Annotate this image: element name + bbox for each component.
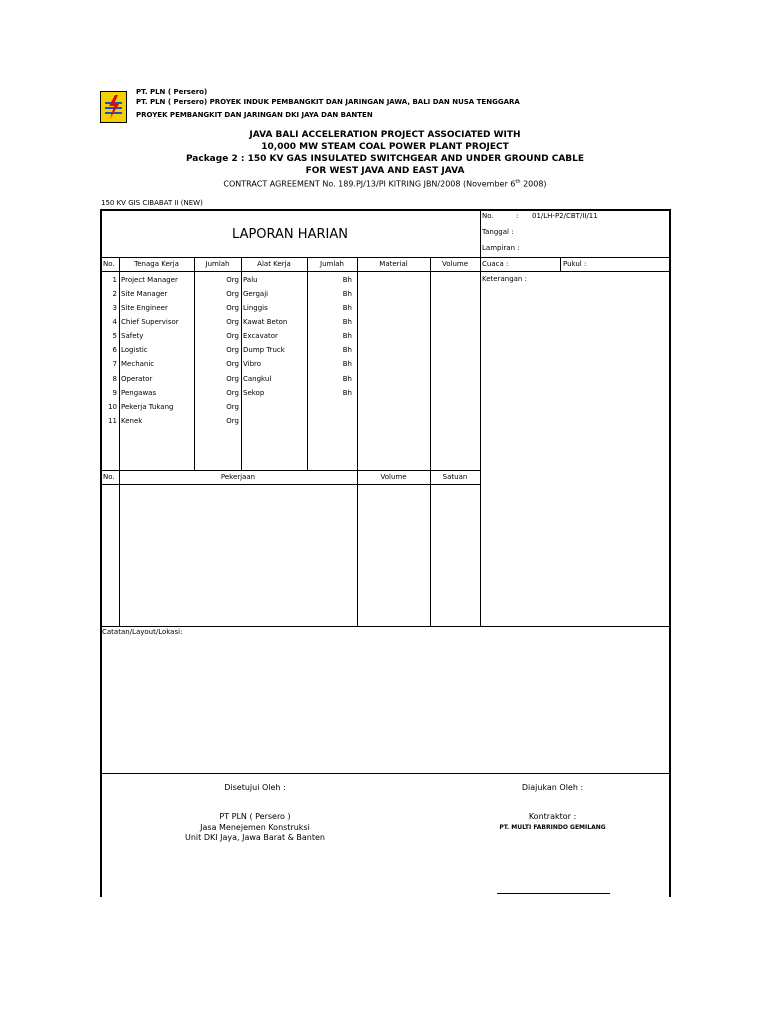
- t1-header-alat: Alat Kerja: [257, 260, 291, 268]
- letterhead-line1: PT. PLN ( Persero): [136, 88, 208, 96]
- tanggal-label: Tanggal :: [482, 228, 514, 236]
- form-right-border: [669, 209, 671, 897]
- t1-col-material: [430, 257, 431, 626]
- site-name: 150 KV GIS CIBABAT II (NEW): [101, 199, 203, 207]
- contract-agreement: CONTRACT AGREEMENT No. 189.PJ/13/PI KITRING JBN/2008 (November 6th 2008): [223, 179, 547, 189]
- t2-header-pekerjaan: Pekerjaan: [220, 473, 256, 481]
- keterangan-label: Keterangan :: [482, 275, 527, 283]
- contractor-name: PT. MULTI FABRINDO GEMILANG: [499, 824, 606, 831]
- letterhead-line2: PT. PLN ( Persero) PROYEK INDUK PEMBANGKIT DAN JARINGAN JAWA, BALI DAN NUSA TENGGARA: [136, 98, 520, 106]
- t1-col-jumlah1: [241, 257, 242, 470]
- project-title-4: FOR WEST JAVA AND EAST JAVA: [305, 166, 465, 176]
- lampiran-label: Lampiran :: [482, 244, 520, 252]
- header-row-top: [101, 257, 670, 258]
- approved-label: Disetujui Oleh :: [224, 783, 286, 792]
- t1-col-no: [119, 257, 120, 626]
- cuaca-label: Cuaca :: [482, 260, 509, 268]
- project-title-2: 10,000 MW STEAM COAL POWER PLANT PROJECT: [261, 142, 509, 152]
- notes-label: Catatan/Layout/Lokasi:: [102, 628, 183, 636]
- approved-org-3: Unit DKI Jaya, Jawa Barat & Banten: [184, 833, 325, 842]
- pukul-label: Pukul :: [563, 260, 587, 268]
- signature-top-line: [101, 773, 670, 774]
- report-no-value: 01/LH-P2/CBT/II/11: [532, 212, 598, 220]
- header-row-bottom: [101, 271, 670, 272]
- report-title: LAPORAN HARIAN: [232, 227, 348, 242]
- t1-header-jumlah1: Jumlah: [205, 260, 230, 268]
- approved-org-1: PT PLN ( Persero ): [219, 812, 291, 821]
- t2-header-satuan: Satuan: [442, 473, 468, 481]
- pln-logo: [100, 91, 127, 123]
- contractor-signature-line: [497, 893, 610, 894]
- submitted-label: Diajukan Oleh :: [521, 783, 584, 792]
- form-left-border: [100, 209, 102, 897]
- t1-col-jumlah2: [357, 257, 358, 626]
- t1-header-material: Material: [379, 260, 408, 268]
- report-no-colon: :: [516, 212, 519, 220]
- cuaca-pukul-divider: [560, 257, 561, 271]
- t1-header-volume: Volume: [441, 260, 469, 268]
- contractor-label: Kontraktor :: [528, 812, 577, 821]
- pln-logo-icon: [100, 91, 127, 123]
- t2-header-no: No.: [103, 473, 115, 481]
- t1-header-tenaga: Tenaga Kerja: [134, 260, 179, 268]
- form-top-border: [100, 209, 671, 211]
- t1-header-no: No.: [103, 260, 115, 268]
- t2-header-volume: Volume: [380, 473, 407, 481]
- t2-header-bottom: [101, 484, 481, 485]
- info-panel-divider: [480, 210, 481, 626]
- approved-org-2: Jasa Menejemen Konstruksi: [200, 823, 310, 832]
- letterhead-line3: PROYEK PEMBANGKIT DAN JARINGAN DKI JAYA DAN BANTEN: [136, 111, 373, 119]
- t1-header-jumlah2: Jumlah: [320, 260, 344, 268]
- report-no-label: No.: [482, 212, 494, 220]
- project-title-1: JAVA BALI ACCELERATION PROJECT ASSOCIATED WITH: [249, 130, 521, 140]
- notes-top-line: [101, 626, 670, 627]
- t2-header-top: [101, 470, 481, 471]
- project-title-3: Package 2 : 150 KV GAS INSULATED SWITCHGEAR AND UNDER GROUND CABLE: [185, 154, 585, 164]
